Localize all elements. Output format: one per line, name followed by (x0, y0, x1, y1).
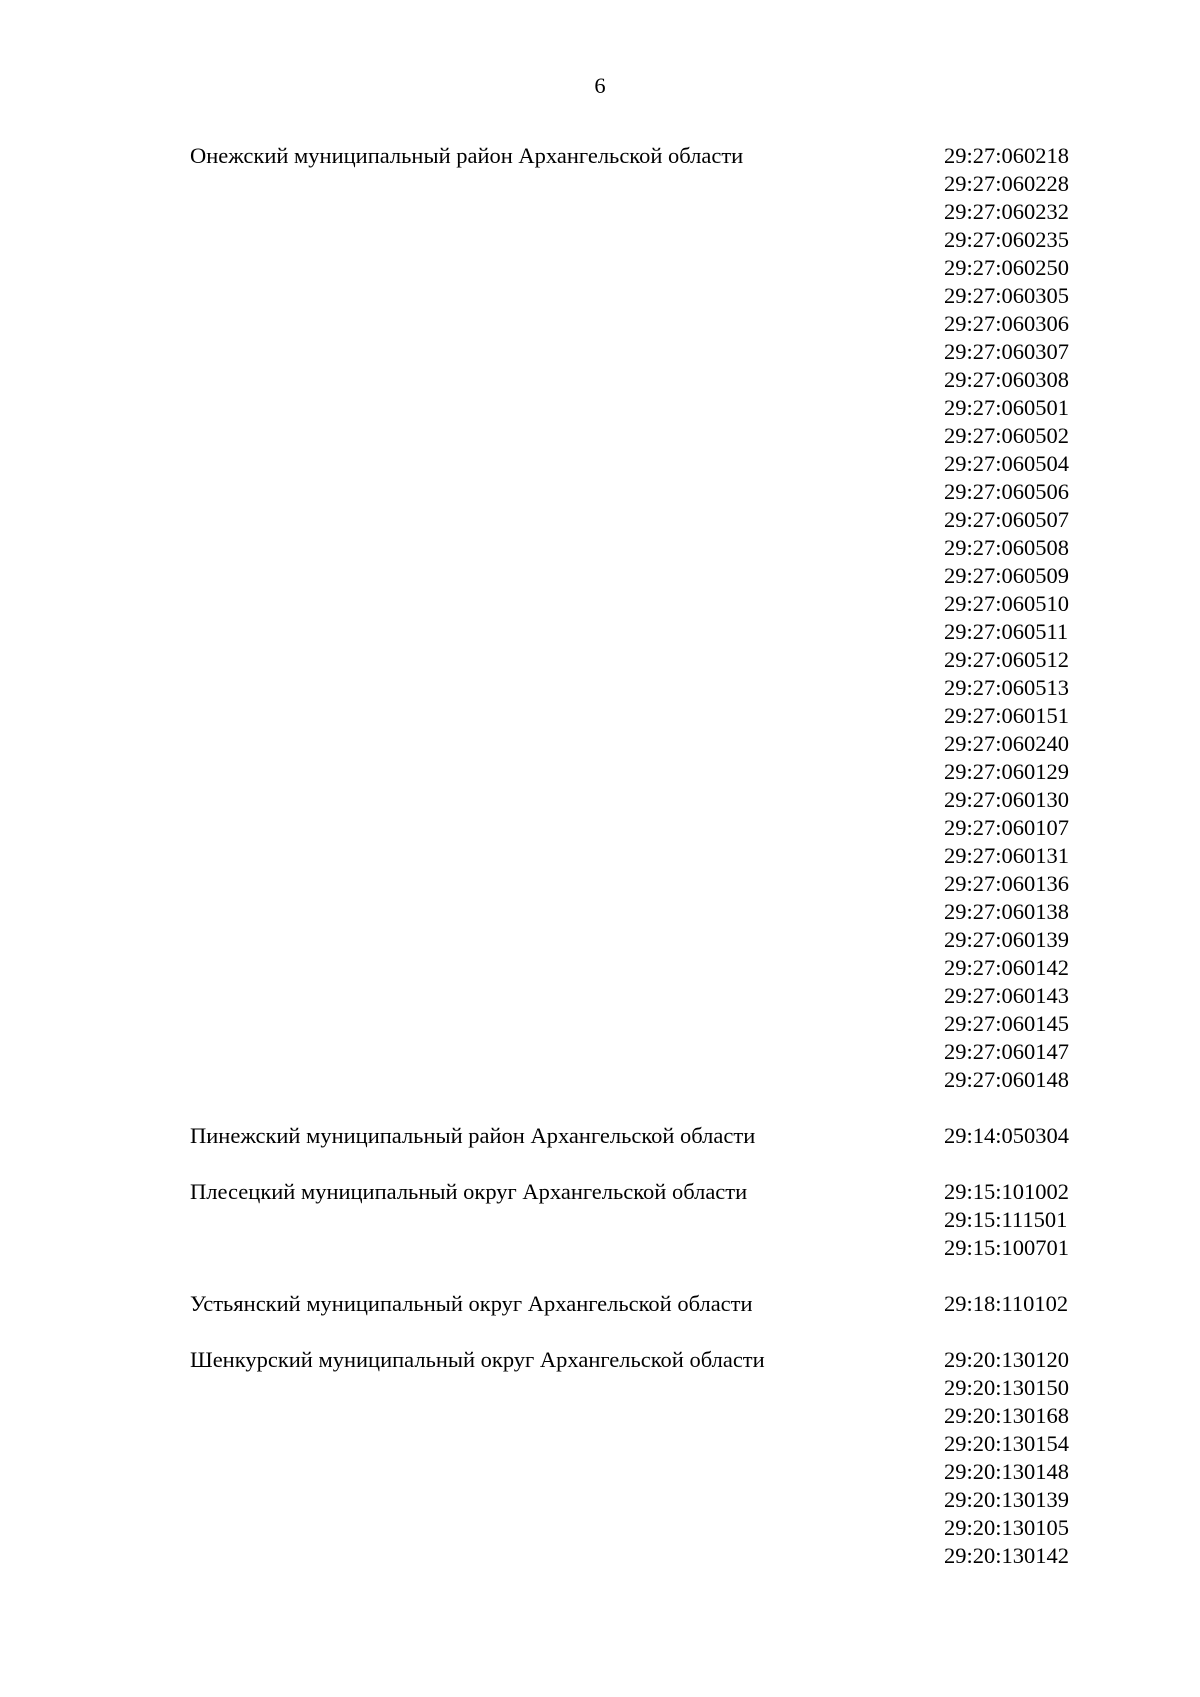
cadastral-code: 29:15:111501 (944, 1207, 1068, 1232)
cadastral-code: 29:27:060306 (944, 311, 1070, 336)
cadastral-code: 29:14:050304 (944, 1123, 1070, 1148)
cadastral-code: 29:20:130168 (944, 1403, 1070, 1428)
cadastral-code: 29:15:101002 (944, 1179, 1070, 1204)
cadastral-code: 29:27:060139 (944, 927, 1070, 952)
section-shenkursk (190, 1346, 1080, 1570)
cadastral-code: 29:27:060513 (944, 675, 1070, 700)
cadastral-code: 29:27:060508 (944, 535, 1070, 560)
cadastral-code: 29:27:060509 (944, 563, 1070, 588)
cadastral-codes-list (944, 1178, 1080, 1262)
cadastral-code: 29:27:060308 (944, 367, 1070, 392)
section-name: Шенкурский муниципальный округ Архангельской области (190, 1347, 765, 1372)
cadastral-code: 29:27:060504 (944, 451, 1070, 476)
cadastral-code: 29:27:060151 (944, 703, 1070, 728)
cadastral-code: 29:27:060130 (944, 787, 1070, 812)
cadastral-codes-list (944, 1290, 1080, 1318)
cadastral-code: 29:15:100701 (944, 1235, 1070, 1260)
cadastral-code: 29:27:060107 (944, 815, 1070, 840)
cadastral-code: 29:27:060512 (944, 647, 1070, 672)
cadastral-code: 29:27:060502 (944, 423, 1070, 448)
cadastral-code: 29:20:130154 (944, 1431, 1070, 1456)
cadastral-code: 29:27:060510 (944, 591, 1070, 616)
cadastral-code: 29:27:060506 (944, 479, 1070, 504)
section-plesetsk (190, 1178, 1080, 1262)
cadastral-code: 29:27:060240 (944, 731, 1070, 756)
cadastral-code: 29:27:060147 (944, 1039, 1070, 1064)
cadastral-code: 29:27:060232 (944, 199, 1070, 224)
section-name: Плесецкий муниципальный округ Архангельской области (190, 1179, 748, 1204)
section-name: Онежский муниципальный район Архангельской области (190, 143, 744, 168)
cadastral-code: 29:27:060148 (944, 1067, 1070, 1092)
page-number: 6 (594, 73, 606, 98)
cadastral-code: 29:27:060501 (944, 395, 1070, 420)
cadastral-code: 29:27:060145 (944, 1011, 1070, 1036)
section-onega (190, 142, 1080, 1094)
cadastral-code: 29:27:060307 (944, 339, 1070, 364)
cadastral-code: 29:27:060138 (944, 899, 1070, 924)
cadastral-code: 29:27:060305 (944, 283, 1070, 308)
section-name: Устьянский муниципальный округ Архангельской области (190, 1291, 753, 1316)
cadastral-code: 29:20:130142 (944, 1543, 1070, 1568)
section-name: Пинежский муниципальный район Архангельской области (190, 1123, 756, 1148)
cadastral-code: 29:27:060129 (944, 759, 1070, 784)
cadastral-code: 29:18:110102 (944, 1291, 1069, 1316)
cadastral-codes-list (944, 1122, 1080, 1150)
document-body (190, 142, 1080, 1598)
cadastral-code: 29:27:060250 (944, 255, 1070, 280)
cadastral-code: 29:27:060228 (944, 171, 1070, 196)
cadastral-code: 29:27:060136 (944, 871, 1070, 896)
cadastral-codes-list (944, 1346, 1080, 1570)
cadastral-code: 29:20:130120 (944, 1347, 1070, 1372)
cadastral-code: 29:20:130105 (944, 1515, 1070, 1540)
cadastral-codes-list (944, 142, 1080, 1094)
cadastral-code: 29:27:060507 (944, 507, 1070, 532)
cadastral-code: 29:27:060218 (944, 143, 1070, 168)
cadastral-code: 29:20:130150 (944, 1375, 1070, 1400)
section-ustya (190, 1290, 1080, 1318)
cadastral-code: 29:27:060131 (944, 843, 1070, 868)
cadastral-code: 29:20:130148 (944, 1459, 1070, 1484)
cadastral-code: 29:27:060235 (944, 227, 1070, 252)
cadastral-code: 29:27:060142 (944, 955, 1070, 980)
cadastral-code: 29:27:060143 (944, 983, 1070, 1008)
cadastral-code: 29:20:130139 (944, 1487, 1070, 1512)
cadastral-code: 29:27:060511 (944, 619, 1069, 644)
section-pinega (190, 1122, 1080, 1150)
